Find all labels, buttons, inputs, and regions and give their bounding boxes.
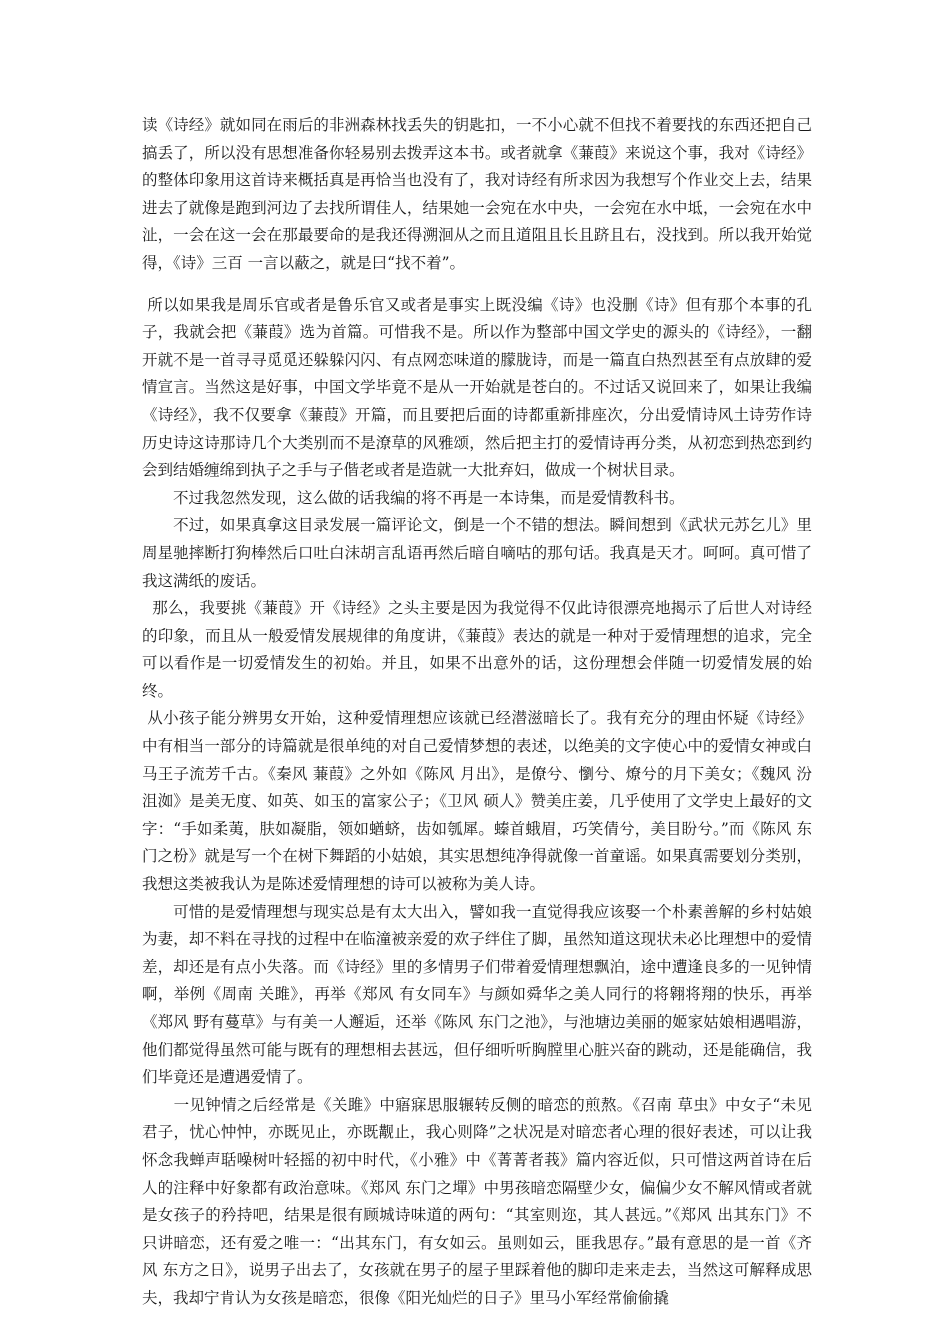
paragraph-2 xyxy=(142,292,812,485)
paragraph-3-text: 不过我忽然发现，这么做的话我编的将不再是一本诗集，而是爱情教科书。 xyxy=(173,488,685,507)
paragraph-1-text: 读《诗经》就如同在雨后的非洲森林找丢失的钥匙扣，一不小心就不但找不着要找的东西还把自己搞丢了，所以没有思想准备你轻易别去拨弄这本书。或者就拿《蒹葭》来说这个事，我对《诗经》的整体印象用这首诗来概括真是再恰当也没有了，我对诗经有所求因为我想写个作业交上去，结果进去了就像是跑到河边了去找所谓佳人，结果她一会宛在水中央，一会宛在水中坻，一会宛在水中沚，一会在这一会在那最要命的是我还得溯洄从之而且道阻且长且跻且右，没找到。所以我开始觉得，《诗》三百 一言以蔽之，就是曰“找不着”。 xyxy=(142,116,812,272)
paragraph-3-indent xyxy=(142,489,173,507)
paragraph-7 xyxy=(142,899,812,1092)
paragraph-7-text: 可惜的是爱情理想与现实总是有太大出入，譬如我一直觉得我应该娶一个朴素善解的乡村姑娘为妻，却不料在寻找的过程中在临潼被亲爱的欢子绊住了脚，虽然知道这现状未必比理想中的爱情差，却还是有点小失落。而《诗经》里的多情男子们带着爱情理想飘泊，途中遭逢良多的一见钟情啊，举例《周南 关雎》，再举《郑风 有女同车》与颜如舜华之美人同行的将翱将翔的快乐，再举《郑风 野有蔓草》与有美一人邂逅，还举《陈风 东门之池》，与池塘边美丽的姬家姑娘相遇唱游，他们都觉得虽然可能与既有的理想相去甚远，但仔细听听胸膛里心脏兴奋的跳动，还是能确信，我们毕竟还是遭遇爱情了。 xyxy=(142,902,812,1087)
paragraph-6 xyxy=(142,705,812,898)
paragraph-8 xyxy=(142,1092,812,1313)
paragraph-5 xyxy=(142,595,812,705)
paragraph-1 xyxy=(142,112,812,278)
paragraph-6-text: 从小孩子能分辨男女开始，这种爱情理想应该就已经潜滋暗长了。我有充分的理由怀疑《诗经》中有相当一部分的诗篇就是很单纯的对自己爱情梦想的表述，以绝美的文字使心中的爱情女神或白马王子流芳千古。《秦风 蒹葭》之外如《陈风 月出》，是僚兮、懰兮、燎兮的月下美女；《魏风 汾沮洳》是美无度、如英、如玉的富家公子；《卫风 硕人》赞美庄姜，几乎使用了文学史上最好的文字：“手如柔荑，肤如凝脂，领如蝤蛴，齿如瓠犀。螓首蛾眉，巧笑倩兮，美目盼兮。”而《陈风 东门之枌》就是写一个在树下舞蹈的小姑娘，其实思想纯净得就像一首童谣。如果真需要划分类别，我想这类被我认为是陈述爱情理想的诗可以被称为美人诗。 xyxy=(142,709,812,894)
document-page xyxy=(142,112,812,1313)
paragraph-8-indent xyxy=(142,1096,174,1114)
paragraph-3 xyxy=(142,485,812,513)
paragraph-8-text: 一见钟情之后经常是《关雎》中寤寐思服辗转反侧的暗恋的煎熬。《召南 草虫》中女子“未见君子，忧心忡忡，亦既见止，亦既觏止，我心则降”之状况是对暗恋者心理的很好表述，可以让我怀念我蝉声聒噪树叶轻摇的初中时代，《小雅》中《菁菁者莪》篇内容近似，只可惜这两首诗在后人的注释中好象都有政治意味。《郑风 东门之墠》中男孩暗恋隔壁少女，偏偏少女不解风情或者就是女孩子的矜持吧，结果是很有顾城诗味道的两句：“其室则迩，其人甚远。”《郑风 出其东门》不只讲暗恋，还有爱之唯一：“出其东门，有女如云。虽则如云，匪我思存。”最有意思的是一首《齐风 东方之日》，说男子出去了，女孩就在男子的屋子里踩着他的脚印走来走去，当然这可解释成思夫，我却宁肯认为女孩是暗恋，很像《阳光灿烂的日子》里马小军经常偷偷撬 xyxy=(142,1095,812,1307)
paragraph-4 xyxy=(142,512,812,595)
paragraph-4-text: 不过，如果真拿这目录发展一篇评论文，倒是一个不错的想法。瞬间想到《武状元苏乞儿》里周星驰摔断打狗棒然后口吐白沫胡言乱语再然后暗自嘀咕的那句话。我真是天才。呵呵。真可惜了我这满纸的废话。 xyxy=(142,516,812,590)
paragraph-2-text: 所以如果我是周乐官或者是鲁乐官又或者是事实上既没编《诗》也没删《诗》但有那个本事的孔子，我就会把《蒹葭》选为首篇。可惜我不是。所以作为整部中国文学史的源头的《诗经》，一翻开就不是一首寻寻觅觅还躲躲闪闪、有点网恋味道的朦胧诗，而是一篇直白热烈甚至有点放肆的爱情宣言。当然这是好事，中国文学毕竟不是从一开始就是苍白的。不过话又说回来了，如果让我编《诗经》，我不仅要拿《蒹葭》开篇，而且要把后面的诗都重新排座次，分出爱情诗风土诗劳作诗历史诗这诗那诗几个大类别而不是潦草的风雅颂，然后把主打的爱情诗再分类，从初恋到热恋到约会到结婚缠绵到执子之手与子偕老或者是造就一大批弃妇，做成一个树状目录。 xyxy=(142,295,812,480)
paragraph-7-indent xyxy=(142,903,173,921)
paragraph-5-indent xyxy=(142,599,152,617)
paragraph-5-text: 那么，我要挑《蒹葭》开《诗经》之头主要是因为我觉得不仅此诗很漂亮地揭示了后世人对诗经的印象，而且从一般爱情发展规律的角度讲，《蒹葭》表达的就是一种对于爱情理想的追求，完全可以看作是一切爱情发生的初始。并且，如果不出意外的话，这份理想会伴随一切爱情发展的始终。 xyxy=(142,599,812,700)
paragraph-4-indent xyxy=(142,516,173,534)
